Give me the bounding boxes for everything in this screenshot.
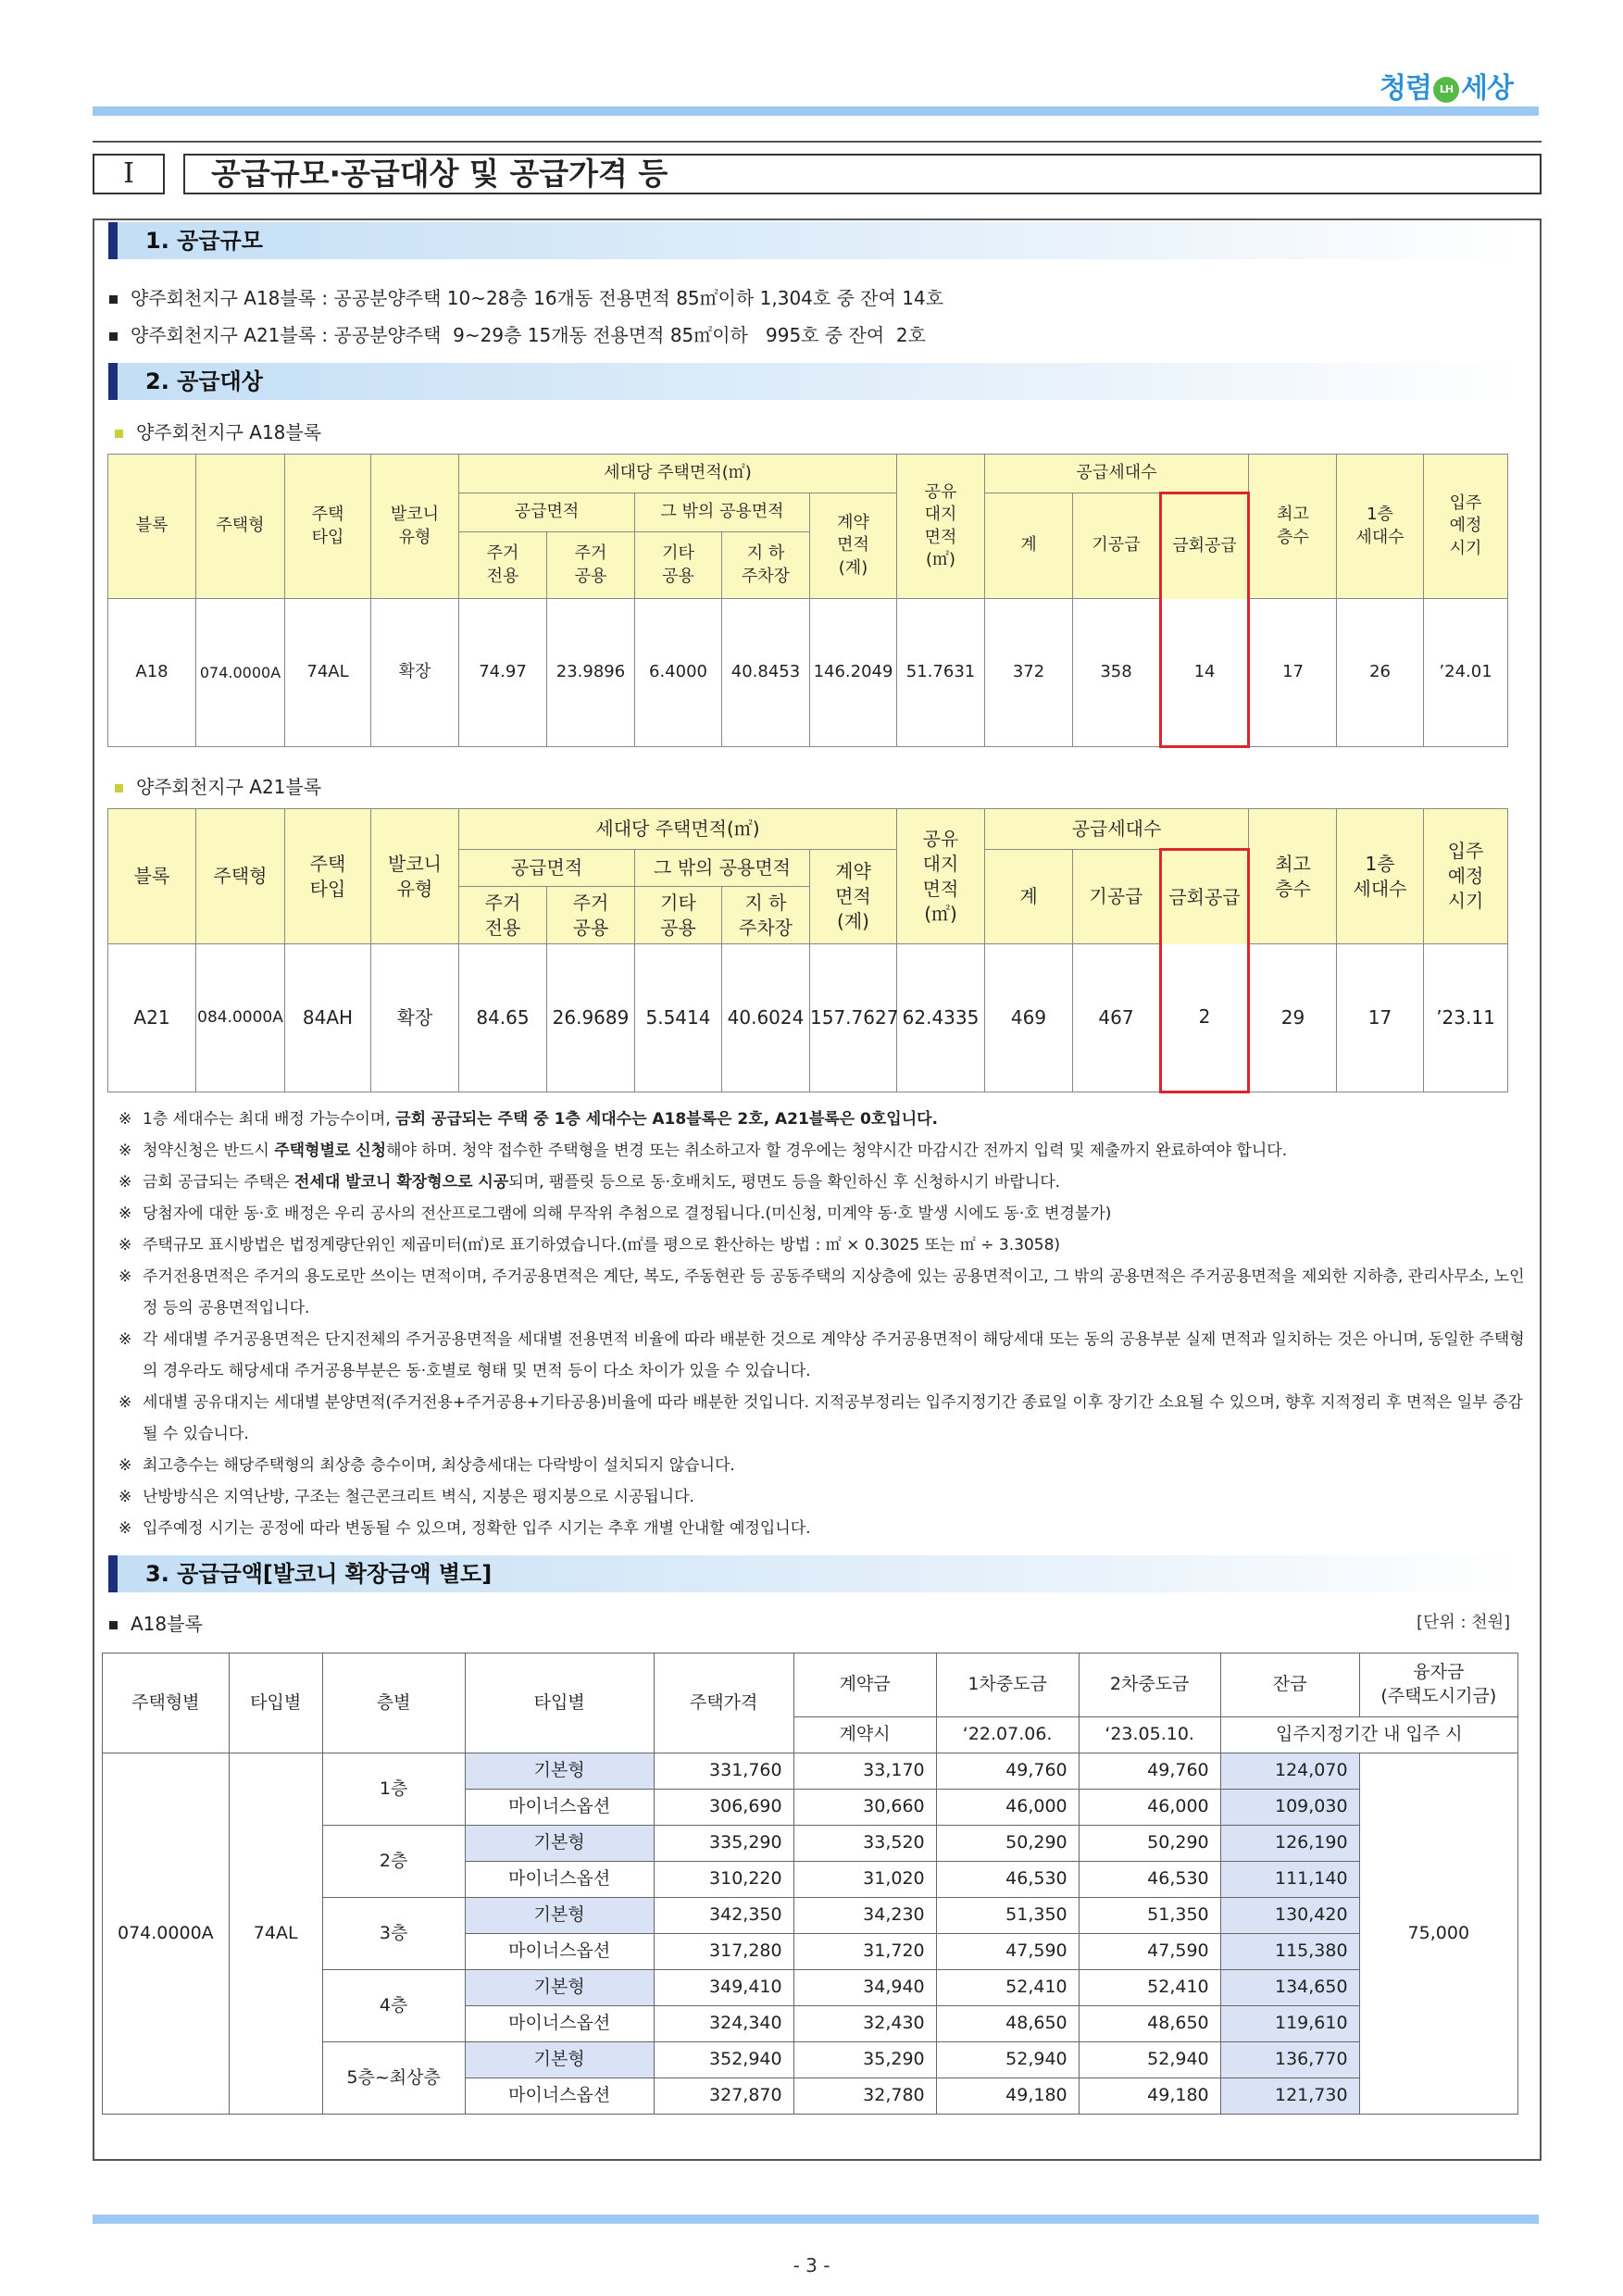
th-res-common: 주거 공용 bbox=[547, 532, 635, 599]
note-item: ※ 난방방식은 지역난방, 구조는 철근콘크리트 벽식, 지붕은 평지붕으로 시공됩니다. bbox=[119, 1488, 694, 1506]
note-item: ※ 각 세대별 주거공용면적은 단지전체의 주거공용면적을 세대별 전용면적 비율에 따라 배분한 것으로 계약상 주거공용면적이 해당세대 또는 동의 공용부분 실제 면적과 일치하는 것은 아니며, 동일한 주택형의 경우라도 해당세대 주거공용부분은 동·호별로 형태 및 면적 등이 다소 차이가 있을 수 있습니다. bbox=[119, 1330, 1525, 1380]
heading-marker bbox=[108, 222, 118, 259]
option-cell: 마이너스옵션 bbox=[465, 2006, 654, 2042]
mid2-cell: 52,410 bbox=[1079, 1970, 1220, 2006]
floor-cell: 3층 bbox=[322, 1898, 465, 1970]
floor-cell: 2층 bbox=[322, 1826, 465, 1898]
th-house-type: 주택형 bbox=[196, 455, 285, 599]
mid2-cell: 46,000 bbox=[1079, 1790, 1220, 1826]
price-cell: 310,220 bbox=[654, 1862, 793, 1898]
note-item: ※ 세대별 공유대지는 세대별 분양면적(주거전용+주거공용+기타공용)비율에 따라 배분한 것입니다. 지적공부정리는 입주지정기간 종료일 이후 장기간 소요될 수 있으며, 향후 지적정리 후 면적은 일부 증감될 수 있습니다. bbox=[119, 1393, 1523, 1443]
type-cell: 74AL bbox=[229, 1753, 322, 2115]
th-balance: 잔금 bbox=[1220, 1653, 1359, 1717]
contract-cell: 31,720 bbox=[793, 1934, 936, 1970]
note-item: ※ 금회 공급되는 주택은 전세대 발코니 확장형으로 시공되며, 팸플릿 등으로 동·호배치도, 평면도 등을 확인하신 후 신청하시기 바랍니다. bbox=[119, 1173, 1061, 1192]
price-cell: 324,340 bbox=[654, 2006, 793, 2042]
mid1-cell: 49,180 bbox=[936, 2078, 1079, 2115]
heading-supply-price bbox=[108, 1555, 1525, 1592]
this-supply-a18: 14 bbox=[1161, 599, 1249, 747]
option-cell: 마이너스옵션 bbox=[465, 1862, 654, 1898]
th-land: 공유 대지 면적 (㎡) bbox=[897, 809, 985, 944]
balance-cell: 119,610 bbox=[1220, 2006, 1359, 2042]
th-parking: 지 하 주차장 bbox=[722, 887, 810, 944]
note-item: ※ 주거전용면적은 주거의 용도로만 쓰이는 면적이며, 주거공용면적은 계단, 복도, 주동현관 등 공동주택의 지상층에 있는 공용면적이고, 그 밖의 공용면적은 주거공용면적을 제외한 지하층, 관리사무소, 노인정 등의 공용면적입니다. bbox=[119, 1267, 1525, 1317]
price-cell: 349,410 bbox=[654, 1970, 793, 2006]
th-mid2: 2차중도금 bbox=[1079, 1653, 1220, 1717]
option-cell: 기본형 bbox=[465, 1970, 654, 2006]
balance-cell: 115,380 bbox=[1220, 1934, 1359, 1970]
mid1-cell: 52,940 bbox=[936, 2042, 1079, 2078]
th-floor: 층별 bbox=[322, 1653, 465, 1753]
th-mid1-when: ‘22.07.06. bbox=[936, 1717, 1079, 1753]
th-type: 타입별 bbox=[229, 1653, 322, 1753]
price-cell: 306,690 bbox=[654, 1790, 793, 1826]
th-contract-when: 계약시 bbox=[793, 1717, 936, 1753]
mid2-cell: 52,940 bbox=[1079, 2042, 1220, 2078]
th-res-private: 주거 전용 bbox=[459, 532, 547, 599]
balance-cell: 126,190 bbox=[1220, 1826, 1359, 1862]
th-area: 세대당 주택면적(㎡) bbox=[459, 455, 897, 493]
bullet-icon bbox=[115, 430, 123, 438]
floor-cell: 5층~최상층 bbox=[322, 2042, 465, 2115]
note-item: ※ 주택규모 표시방법은 법정계량단위인 제곱미터(㎡)로 표기하였습니다.(㎡를 평으로 환산하는 방법 : ㎡ × 0.3025 또는 ㎡ ÷ 3.3058) bbox=[119, 1236, 1061, 1254]
option-cell: 마이너스옵션 bbox=[465, 2078, 654, 2115]
balance-cell: 134,650 bbox=[1220, 1970, 1359, 2006]
price-cell: 317,280 bbox=[654, 1934, 793, 1970]
th-households: 공급세대수 bbox=[985, 455, 1249, 493]
balance-cell: 109,030 bbox=[1220, 1790, 1359, 1826]
th-etc-common: 기타 공용 bbox=[635, 887, 722, 944]
contract-cell: 35,290 bbox=[793, 2042, 936, 2078]
mid2-cell: 50,290 bbox=[1079, 1826, 1220, 1862]
target-table-a18 bbox=[107, 454, 1508, 748]
mid1-cell: 46,000 bbox=[936, 1790, 1079, 1826]
note-item: ※ 당첨자에 대한 동·호 배정은 우리 공사의 전산프로그램에 의해 무작위 추첨으로 결정됩니다.(미신청, 미계약 동·호 발생 시에도 동·호 변경불가) bbox=[119, 1204, 1112, 1223]
note-item: ※ 청약신청은 반드시 주택형별로 신청해야 하며. 청약 접수한 주택형을 변경 또는 취소하고자 할 경우에는 청약시간 마감시간 전까지 입력 및 제출까지 완료하여야 합니다. bbox=[119, 1142, 1288, 1160]
balance-cell: 121,730 bbox=[1220, 2078, 1359, 2115]
mid2-cell: 49,760 bbox=[1079, 1753, 1220, 1790]
th-first-floor: 1층 세대수 bbox=[1337, 455, 1424, 599]
th-mid1: 1차중도금 bbox=[936, 1653, 1079, 1717]
table-row: A18 074.0000A 74AL 확장 74.97 23.9896 6.4000 40.8453 146.2049 51.7631 372 358 14 17 26 ’24.01 bbox=[108, 599, 1508, 747]
floor-cell: 4층 bbox=[322, 1970, 465, 2042]
th-res-private: 주거 전용 bbox=[459, 887, 547, 944]
subheading-price-a18: A18블록 bbox=[109, 1609, 203, 1636]
bottom-rule bbox=[93, 2215, 1539, 2224]
mid2-cell: 51,350 bbox=[1079, 1898, 1220, 1934]
contract-cell: 34,940 bbox=[793, 1970, 936, 2006]
th-max-floor: 최고 층수 bbox=[1249, 455, 1337, 599]
contract-cell: 32,430 bbox=[793, 2006, 936, 2042]
th-total: 계 bbox=[985, 493, 1073, 599]
mid1-cell: 47,590 bbox=[936, 1934, 1079, 1970]
notes-list bbox=[119, 1104, 1535, 1544]
heading-text: 2. 공급대상 bbox=[145, 368, 263, 394]
page-number: - 3 - bbox=[793, 2254, 830, 2277]
th-prev: 기공급 bbox=[1073, 850, 1161, 944]
th-type: 주택 타입 bbox=[285, 455, 371, 599]
note-item: ※ 1층 세대수는 최대 배정 가능수이며, 금회 공급되는 주택 중 1층 세대수는 A18블록은 2호, A21블록은 0호입니다. bbox=[119, 1110, 939, 1129]
th-option: 타입별 bbox=[465, 1653, 654, 1753]
subheading-a21: 양주회천지구 A21블록 bbox=[115, 772, 321, 799]
logo-text-left: 청렴 bbox=[1380, 72, 1431, 105]
heading-text: 1. 공급규모 bbox=[145, 228, 263, 254]
th-type: 주택 타입 bbox=[285, 809, 371, 944]
th-this: 금회공급 bbox=[1161, 493, 1249, 599]
th-contract-area: 계약 면적 (계) bbox=[810, 493, 897, 599]
th-house-type: 주택형별 bbox=[103, 1653, 230, 1753]
supply-line-a18: 양주회천지구 A18블록 : 공공분양주택 10~28층 16개동 전용면적 85㎡이하 1,304호 중 잔여 14호 bbox=[109, 283, 943, 310]
th-move-in: 입주 예정 시기 bbox=[1424, 455, 1508, 599]
heading-marker bbox=[108, 1555, 118, 1592]
floor-cell: 1층 bbox=[322, 1753, 465, 1826]
th-etc-common: 기타 공용 bbox=[635, 532, 722, 599]
th-total: 계 bbox=[985, 850, 1073, 944]
price-cell: 327,870 bbox=[654, 2078, 793, 2115]
balance-cell: 124,070 bbox=[1220, 1753, 1359, 1790]
th-this: 금회공급 bbox=[1161, 850, 1249, 944]
price-cell: 335,290 bbox=[654, 1826, 793, 1862]
option-cell: 기본형 bbox=[465, 1753, 654, 1790]
section-title: 공급규모·공급대상 및 공급가격 등 bbox=[183, 154, 1542, 194]
th-house-type: 주택형 bbox=[196, 809, 285, 944]
logo-mark-icon: LH bbox=[1433, 77, 1459, 103]
heading-marker bbox=[108, 363, 118, 400]
section-number: Ⅰ bbox=[93, 154, 165, 194]
mid1-cell: 48,650 bbox=[936, 2006, 1079, 2042]
bullet-icon bbox=[109, 295, 118, 304]
mid2-cell: 47,590 bbox=[1079, 1934, 1220, 1970]
logo-text-right: 세상 bbox=[1460, 72, 1513, 105]
th-balcony: 발코니 유형 bbox=[371, 455, 459, 599]
price-table bbox=[102, 1653, 1518, 2115]
option-cell: 마이너스옵션 bbox=[465, 1790, 654, 1826]
balance-cell: 111,140 bbox=[1220, 1862, 1359, 1898]
contract-cell: 33,520 bbox=[793, 1826, 936, 1862]
mid2-cell: 48,650 bbox=[1079, 2006, 1220, 2042]
price-cell: 352,940 bbox=[654, 2042, 793, 2078]
mid2-cell: 46,530 bbox=[1079, 1862, 1220, 1898]
option-cell: 기본형 bbox=[465, 1826, 654, 1862]
note-item: ※ 입주예정 시기는 공정에 따라 변동될 수 있으며, 정확한 입주 시기는 추후 개별 안내할 예정입니다. bbox=[119, 1519, 811, 1538]
price-cell: 331,760 bbox=[654, 1753, 793, 1790]
option-cell: 기본형 bbox=[465, 1898, 654, 1934]
table-row bbox=[103, 1753, 1518, 1790]
th-loan: 융자금 (주택도시기금) bbox=[1359, 1653, 1517, 1717]
th-supply-area: 공급면적 bbox=[459, 850, 635, 887]
target-table-a21 bbox=[107, 808, 1508, 1093]
balance-cell: 130,420 bbox=[1220, 1898, 1359, 1934]
mid1-cell: 50,290 bbox=[936, 1826, 1079, 1862]
note-item: ※ 최고층수는 해당주택형의 최상층 층수이며, 최상층세대는 다락방이 설치되지 않습니다. bbox=[119, 1456, 735, 1475]
balance-cell: 136,770 bbox=[1220, 2042, 1359, 2078]
contract-cell: 30,660 bbox=[793, 1790, 936, 1826]
contract-cell: 31,020 bbox=[793, 1862, 936, 1898]
th-area: 세대당 주택면적(㎡) bbox=[459, 809, 897, 850]
brand-logo bbox=[1380, 65, 1513, 106]
th-block: 블록 bbox=[108, 809, 196, 944]
th-land: 공유 대지 면적 (㎡) bbox=[897, 455, 985, 599]
th-contract-area: 계약 면적 (계) bbox=[810, 850, 897, 944]
mid1-cell: 52,410 bbox=[936, 1970, 1079, 2006]
th-other-common: 그 밖의 공용면적 bbox=[635, 850, 810, 887]
heading-text: 3. 공급금액[발코니 확장금액 별도] bbox=[145, 1561, 493, 1587]
th-parking: 지 하 주차장 bbox=[722, 532, 810, 599]
th-move-in: 입주 예정 시기 bbox=[1424, 809, 1508, 944]
th-prev: 기공급 bbox=[1073, 493, 1161, 599]
heading-supply-scale bbox=[108, 222, 1525, 259]
th-households: 공급세대수 bbox=[985, 809, 1249, 850]
mid1-cell: 51,350 bbox=[936, 1898, 1079, 1934]
contract-cell: 33,170 bbox=[793, 1753, 936, 1790]
heading-supply-target bbox=[108, 363, 1525, 400]
option-cell: 마이너스옵션 bbox=[465, 1934, 654, 1970]
mid1-cell: 49,760 bbox=[936, 1753, 1079, 1790]
th-block: 블록 bbox=[108, 455, 196, 599]
th-max-floor: 최고 층수 bbox=[1249, 809, 1337, 944]
th-balcony: 발코니 유형 bbox=[371, 809, 459, 944]
contract-cell: 32,780 bbox=[793, 2078, 936, 2115]
section-rule bbox=[93, 141, 1542, 143]
th-balance-when: 입주지정기간 내 입주 시 bbox=[1220, 1717, 1517, 1753]
th-contract: 계약금 bbox=[793, 1653, 936, 1717]
unit-label: [단위 : 천원] bbox=[1417, 1613, 1511, 1632]
th-other-common: 그 밖의 공용면적 bbox=[635, 493, 810, 532]
th-first-floor: 1층 세대수 bbox=[1337, 809, 1424, 944]
bullet-icon bbox=[115, 784, 123, 792]
th-res-common: 주거 공용 bbox=[547, 887, 635, 944]
loan-cell: 75,000 bbox=[1359, 1753, 1517, 2115]
table-row: A21 084.0000A 84AH 확장 84.65 26.9689 5.5414 40.6024 157.7627 62.4335 469 467 2 29 17 ’23.11 bbox=[108, 944, 1508, 1092]
th-supply-area: 공급면적 bbox=[459, 493, 635, 532]
this-supply-a21: 2 bbox=[1161, 944, 1249, 1092]
price-cell: 342,350 bbox=[654, 1898, 793, 1934]
th-mid2-when: ‘23.05.10. bbox=[1079, 1717, 1220, 1753]
bullet-icon bbox=[109, 332, 118, 341]
subheading-a18: 양주회천지구 A18블록 bbox=[115, 418, 321, 444]
option-cell: 기본형 bbox=[465, 2042, 654, 2078]
top-rule bbox=[93, 106, 1539, 116]
th-price: 주택가격 bbox=[654, 1653, 793, 1753]
house-type-cell: 074.0000A bbox=[103, 1753, 230, 2115]
contract-cell: 34,230 bbox=[793, 1898, 936, 1934]
supply-line-a21: 양주회천지구 A21블록 : 공공분양주택 9~29층 15개동 전용면적 85㎡이하 995호 중 잔여 2호 bbox=[109, 320, 926, 347]
bullet-icon bbox=[109, 1621, 118, 1629]
mid1-cell: 46,530 bbox=[936, 1862, 1079, 1898]
mid2-cell: 49,180 bbox=[1079, 2078, 1220, 2115]
